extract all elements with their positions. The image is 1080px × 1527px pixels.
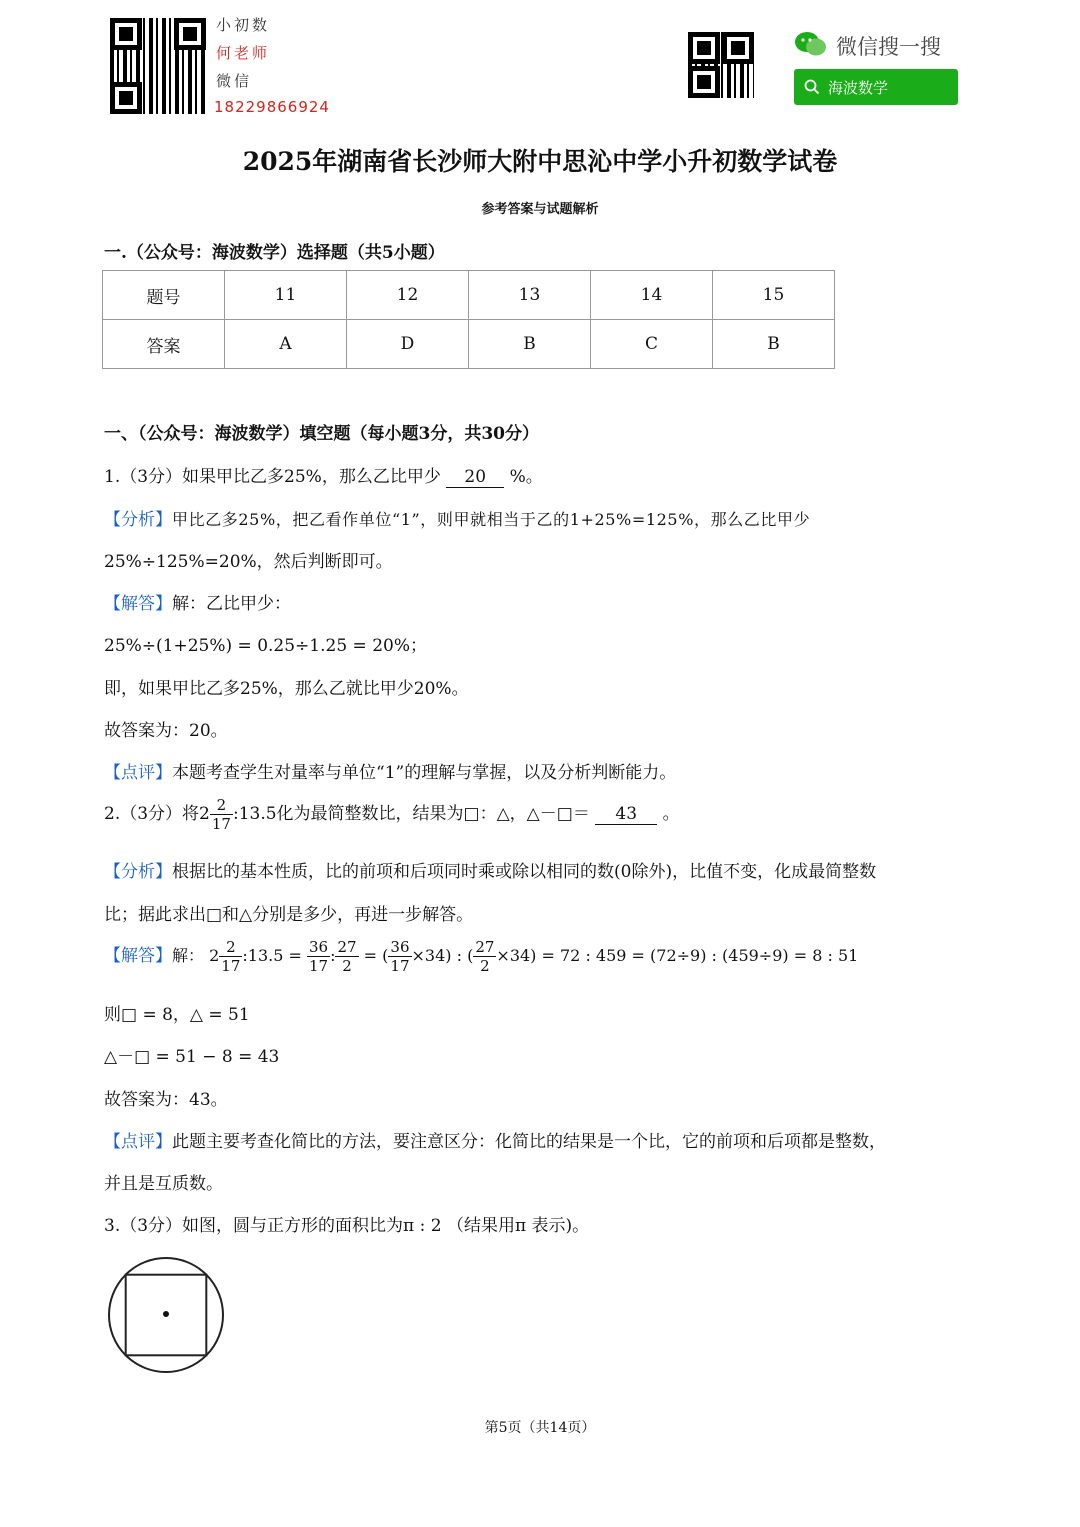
fraction-numerator: 27 (475, 938, 495, 956)
page-number: 第5页（共14页） (484, 1420, 596, 1436)
q2-solution (104, 938, 858, 975)
fraction-denominator: 17 (221, 957, 241, 975)
analysis-tag: 【分析】 (104, 862, 172, 882)
table-cell: C (591, 320, 713, 369)
wechat-search-label: 微信搜一搜 (836, 35, 941, 59)
sol-fraction-3 (335, 938, 358, 975)
analysis-tag: 【分析】 (104, 510, 172, 530)
table-cell: 答案 (103, 320, 225, 369)
q2-comment-text: 此题主要考查化简比的方法，要注意区分：化简比的结果是一个比，它的前项和后项都是整数， (172, 1132, 886, 1152)
sol-part-3: ×34) : ( (411, 946, 474, 965)
q2-stem-text-2: :13.5化为最简整数比，结果为□：△，△－□＝ (232, 804, 590, 824)
search-button-label: 海波数学 (828, 79, 889, 97)
circle-square-figure (106, 1255, 226, 1375)
q1-stem (104, 462, 543, 488)
comment-tag: 【点评】 (104, 763, 172, 783)
contact-phone: 18229866924 (214, 98, 330, 116)
table-row (103, 320, 835, 369)
q2-fraction (210, 796, 233, 833)
fraction-denominator: 17 (211, 815, 231, 833)
q2-answer-blank: 43 (595, 804, 657, 825)
q2-comment-cont: 并且是互质数。 (104, 1174, 223, 1194)
search-icon (804, 79, 820, 95)
q1-comment (104, 758, 676, 783)
fraction-numerator: 2 (219, 938, 242, 957)
solution-tag: 【解答】 (104, 946, 172, 966)
q1-solution (104, 589, 291, 614)
sol-fraction-1 (219, 938, 242, 975)
wechat-search-button[interactable] (794, 69, 958, 105)
contact-line-2: 何老师 (216, 44, 271, 62)
q1-analysis-text: 甲比乙多25%，把乙看作单位“1”，则甲就相当于乙的1+25%=125%，那么乙比甲少 (172, 510, 811, 529)
sol-fraction-4 (388, 938, 411, 975)
q1-final-answer: 故答案为：20。 (104, 721, 228, 741)
q2-solution-values: 则□ = 8，△ = 51 (104, 1005, 250, 1025)
fraction-numerator: 27 (337, 938, 357, 956)
q1-solution-text: 解：乙比甲少： (172, 594, 291, 614)
q3-stem: 3.（3分）如图，圆与正方形的面积比为π : 2 （结果用π 表示)。 (104, 1216, 590, 1236)
sol-part-1: :13.5 = (242, 946, 302, 965)
q2-analysis-text: 根据比的基本性质，比的前项和后项同时乘或除以相同的数(0除外)，比值不变，化成最简整数 (172, 862, 877, 882)
qr-code-contact (110, 18, 206, 114)
sol-part-4: ×34) = 72 : 459 = (72÷9) : (459÷9) = 8 : 51 (496, 946, 859, 965)
answer-table (102, 270, 835, 369)
table-cell: 13 (469, 271, 591, 320)
table-cell: 11 (225, 271, 347, 320)
table-cell: B (713, 320, 835, 369)
sol-fraction-5 (473, 938, 496, 975)
sol-fraction-2 (307, 938, 330, 975)
q2-analysis-cont: 比；据此求出□和△分别是多少，再进一步解答。 (104, 905, 474, 925)
sol-mixed-whole: 2 (209, 946, 220, 965)
q1-stem-unit: %。 (509, 467, 543, 487)
q2-stem-end: 。 (662, 804, 680, 824)
q1-answer-blank: 20 (446, 467, 504, 488)
q1-stem-text: 1.（3分）如果甲比乙多25%，那么乙比甲少 (104, 467, 441, 487)
q2-solution-diff: △－□ = 51 − 8 = 43 (104, 1047, 280, 1067)
page-subtitle: 参考答案与试题解析 (481, 202, 599, 217)
fraction-denominator: 2 (342, 957, 352, 975)
table-row (103, 271, 835, 320)
contact-line-1: 小初数 (216, 16, 271, 34)
table-cell: 14 (591, 271, 713, 320)
q2-analysis (104, 857, 876, 882)
page-title: 2025年湖南省长沙师大附中思沁中学小升初数学试卷 (242, 147, 838, 176)
fraction-numerator: 2 (210, 796, 233, 815)
sol-colon: : (330, 946, 336, 965)
fraction-numerator: 36 (390, 938, 410, 956)
section-heading-fill: 一、（公众号：海波数学）填空题（每小题3分，共30分） (104, 424, 539, 444)
q2-stem (104, 796, 680, 833)
table-cell: 15 (713, 271, 835, 320)
wechat-logo-icon (794, 30, 828, 58)
qr-code-wechat (688, 32, 754, 98)
fraction-denominator: 17 (390, 957, 410, 975)
table-cell: 题号 (103, 271, 225, 320)
solution-tag: 【解答】 (104, 594, 172, 614)
table-cell: D (347, 320, 469, 369)
q2-stem-text: 2.（3分）将 (104, 804, 200, 824)
q2-final-answer: 故答案为：43。 (104, 1090, 228, 1110)
q1-analysis (104, 505, 810, 530)
section-heading-choice: 一.（公众号：海波数学）选择题（共5小题） (104, 243, 445, 263)
q1-solution-eq: 25%÷(1+25%) = 0.25÷1.25 = 20%； (104, 636, 427, 656)
fraction-denominator: 2 (480, 957, 490, 975)
q1-analysis-cont: 25%÷125%=20%，然后判断即可。 (104, 552, 393, 572)
contact-line-3: 微信 (216, 72, 253, 90)
table-cell: 12 (347, 271, 469, 320)
q1-solution-conclusion: 即，如果甲比乙多25%，那么乙就比甲少20%。 (104, 679, 469, 699)
fraction-denominator: 17 (309, 957, 329, 975)
q2-mixed-whole: 2 (199, 804, 210, 824)
fraction-numerator: 36 (309, 938, 329, 956)
table-cell: B (469, 320, 591, 369)
sol-part-2: = ( (363, 946, 389, 965)
comment-tag: 【点评】 (104, 1132, 172, 1152)
q2-comment (104, 1127, 886, 1152)
q1-comment-text: 本题考查学生对量率与单位“1”的理解与掌握，以及分析判断能力。 (172, 763, 677, 783)
table-cell: A (225, 320, 347, 369)
q2-solution-prefix: 解： (172, 946, 205, 965)
